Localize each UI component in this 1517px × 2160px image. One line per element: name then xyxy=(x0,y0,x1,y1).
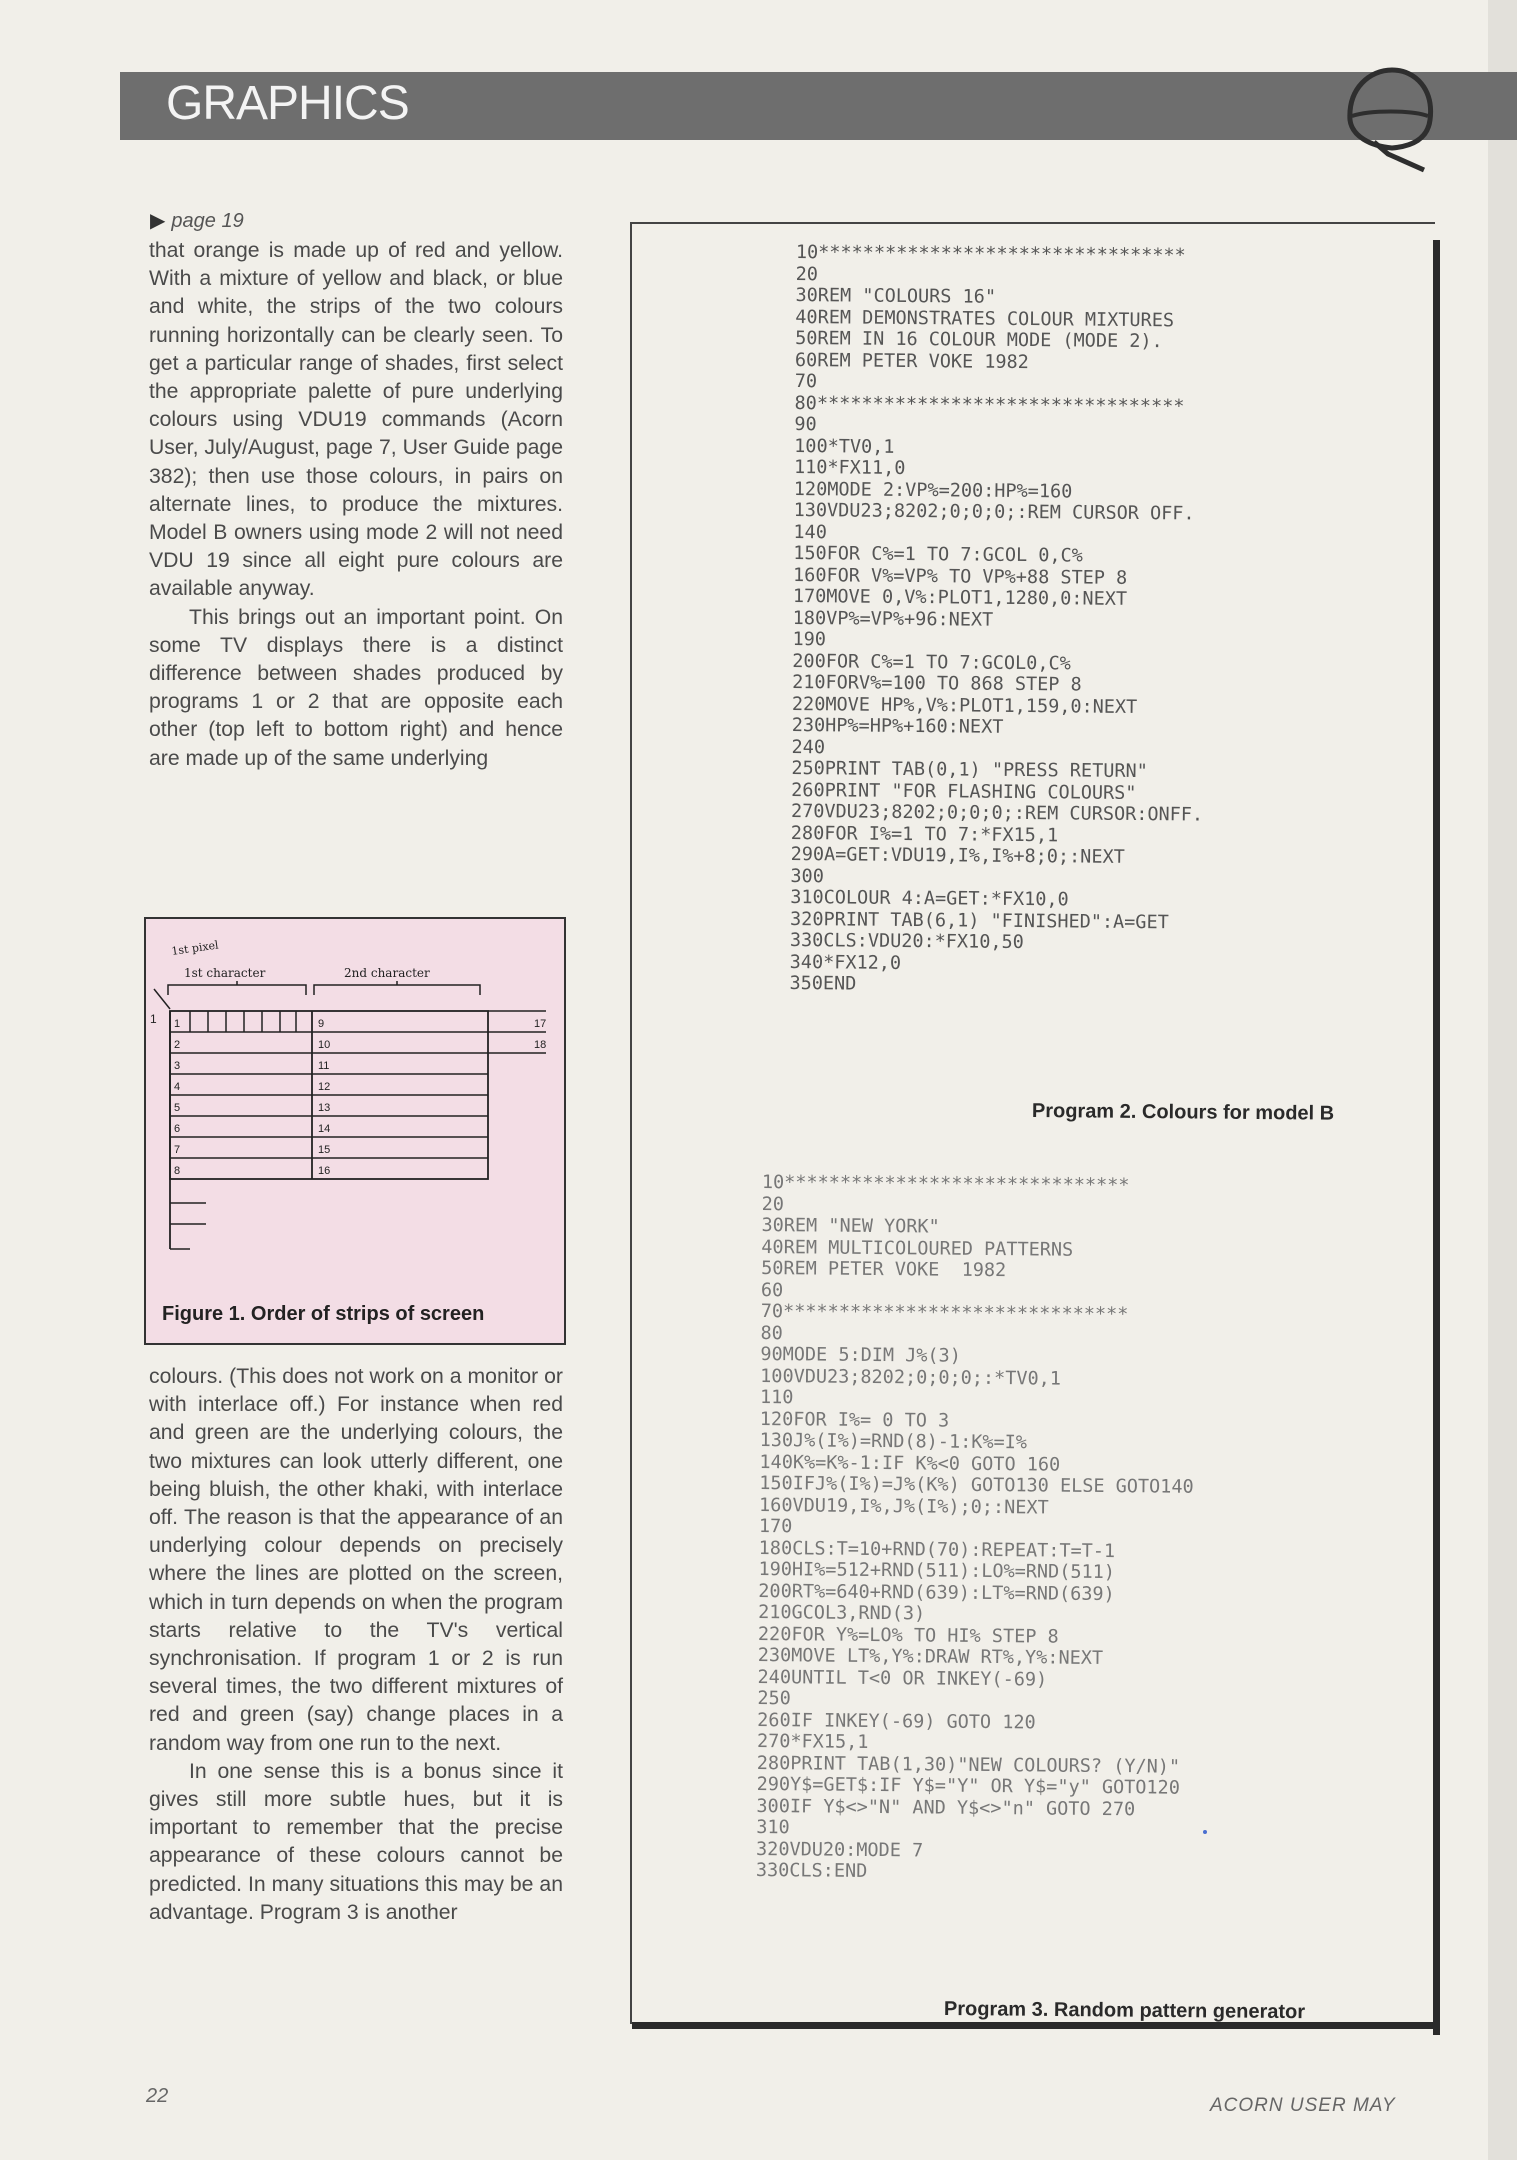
label-2nd-character: 2nd character xyxy=(344,966,430,980)
label-1st-pixel: 1st pixel xyxy=(170,938,220,958)
strip-number: 17 xyxy=(534,1018,547,1030)
page-reference-text: page 19 xyxy=(171,210,244,232)
strip-number: 18 xyxy=(534,1039,547,1051)
strip-number: 4 xyxy=(174,1081,181,1093)
strip-number: 6 xyxy=(174,1123,181,1135)
strip-number: 15 xyxy=(318,1144,331,1156)
article-column-2 xyxy=(149,1363,563,1927)
strip-number: 13 xyxy=(318,1102,331,1114)
figure-caption: Figure 1. Order of strips of screen xyxy=(162,1303,485,1325)
article-column-1 xyxy=(149,237,563,773)
paragraph: colours. (This does not work on a monitor or with interlace off.) For instance when red and green are the underlying colours, the two mixtures can look utterly different, one being bluish, the other khaki, with interlace off. The reason is that the appearance of an underlying colour depends on precisely where the lines are plotted on the screen, which in turn depends on when the program starts relative to the TV's vertical synchronisation. If program 1 or 2 is run several times, the two different mixtures of red and green (say) change places in a random way from one run to the next. xyxy=(149,1365,563,1755)
strip-number: 2 xyxy=(174,1039,181,1051)
strip-number: 16 xyxy=(318,1165,331,1177)
page-edge xyxy=(1488,0,1517,2160)
page-reference xyxy=(150,208,244,233)
acorn-logo-icon xyxy=(1330,58,1450,178)
strip-number: 9 xyxy=(318,1018,325,1030)
strip-number: 1 xyxy=(174,1018,181,1030)
program-2-caption: Program 2. Colours for model B xyxy=(1031,1100,1335,1125)
strip-number: 12 xyxy=(318,1081,331,1093)
program-3-caption: Program 3. Random pattern generator xyxy=(943,1998,1306,2024)
continue-arrow-icon: ▶ xyxy=(150,210,166,232)
paragraph: In one sense this is a bonus since it gives still more subtle hues, but it is important to remember that the precise appearance of these colours cannot be predicted. In many situations this may be an advantage. Program 3 is another xyxy=(149,1759,563,1924)
strip-order-diagram xyxy=(146,919,564,1343)
strip-number: 10 xyxy=(318,1039,331,1051)
program-3-listing: 10******************************* 20 30REM "NEW YORK" 40REM MULTICOLOURED PATTERNS 50REM PETER VOKE 1982 60 70******************************* 80 90MODE 5:DIM J%(3) 100VDU23;8202;0;0;0;:*TV0,1 110 120FOR I%= 0 TO 3 130J%(I%)=RND(8)-1:K%=I% 140K%=K%-1:IF K%<0 GOTO 160 150IFJ%(I%)=J%(K%) GOTO130 ELSE GOTO140 160VDU19,I%,J%(I%);0;:NEXT 170 180CLS:T=10+RND(70):REPEAT:T=T-1 190HI%=512+RND(511):LO%=RND(511) 200RT%=640+RND(639):LT%=RND(639) 210GCOL3,RND(3) 220FOR Y%=LO% TO HI% STEP 8 230MOVE LT%,Y%:DRAW RT%,Y%:NEXT 240UNTIL T<0 OR INKEY(-69) 250 260IF INKEY(-69) GOTO 120 270*FX15,1 280PRINT TAB(1,30)"NEW COLOURS? (Y/N)" 290Y$=GET$:IF Y$="Y" OR Y$="y" GOTO120 300IF Y$<>"N" AND Y$<>"n" GOTO 270 310 320VDU20:MODE 7 330CLS:END xyxy=(755,1172,1194,1882)
section-title: GRAPHICS xyxy=(166,77,409,130)
paragraph: This brings out an important point. On some TV displays there is a distinct difference between shades produced by programs 1 or 2 that are opposite each other (top left to bottom right) and hence are made up of the same underlying xyxy=(149,605,563,770)
strip-number: 11 xyxy=(318,1060,330,1072)
strip-number: 14 xyxy=(318,1123,331,1135)
program-2-listing: 10********************************* 20 30REM "COLOURS 16" 40REM DEMONSTRATES COLOUR MIXTURES 50REM IN 16 COLOUR MODE (MODE 2). 60REM PETER VOKE 1982 70 80********************************* 90 100*TV0,1 110*FX11,0 120MODE 2:VP%=200:HP%=160 130VDU23;8202;0;0;0;:REM CURSOR OFF. 140 150FOR C%=1 TO 7:GCOL 0,C% 160FOR V%=VP% TO VP%+88 STEP 8 170MOVE 0,V%:PLOT1,1280,0:NEXT 180VP%=VP%+96:NEXT 190 200FOR C%=1 TO 7:GCOL0,C% 210FORV%=100 TO 868 STEP 8 220MOVE HP%,V%:PLOT1,159,0:NEXT 230HP%=HP%+160:NEXT 240 250PRINT TAB(0,1) "PRESS RETURN" 260PRINT "FOR FLASHING COLOURS" 270VDU23;8202;0;0;0;:REM CURSOR:ONFF. 280FOR I%=1 TO 7:*FX15,1 290A=GET:VDU19,I%,I%+8;0;:NEXT 300 310COLOUR 4:A=GET:*FX10,0 320PRINT TAB(6,1) "FINISHED":A=GET 330CLS:VDU20:*FX10,50 340*FX12,0 350END xyxy=(789,242,1204,995)
page-number: 22 xyxy=(146,2085,169,2107)
magazine-footer: ACORN USER MAY xyxy=(1210,2095,1396,2116)
strip-number: 7 xyxy=(174,1144,181,1156)
row-marker: 1 xyxy=(150,1012,157,1026)
label-1st-character: 1st character xyxy=(184,966,266,980)
paragraph: that orange is made up of red and yellow. With a mixture of yellow and black, or blue and white, the strips of the two colours running horizontally can be clearly seen. To get a particular range of shades, first select the appropriate palette of pure underlying colours using VDU19 commands (Acorn User, July/August, page 7, User Guide page 382); then use those colours, in pairs on alternate lines, to produce the mixtures. Model B owners using mode 2 will not need VDU 19 since all eight pure colours are available anyway. xyxy=(149,239,563,601)
figure-1 xyxy=(144,917,566,1345)
strip-number: 8 xyxy=(174,1165,181,1177)
strip-number: 3 xyxy=(174,1060,181,1072)
strip-number: 5 xyxy=(174,1102,181,1114)
box-shadow-right xyxy=(1433,240,1440,2035)
print-speck xyxy=(1203,1830,1207,1834)
box-shadow-bottom xyxy=(632,2022,1440,2029)
